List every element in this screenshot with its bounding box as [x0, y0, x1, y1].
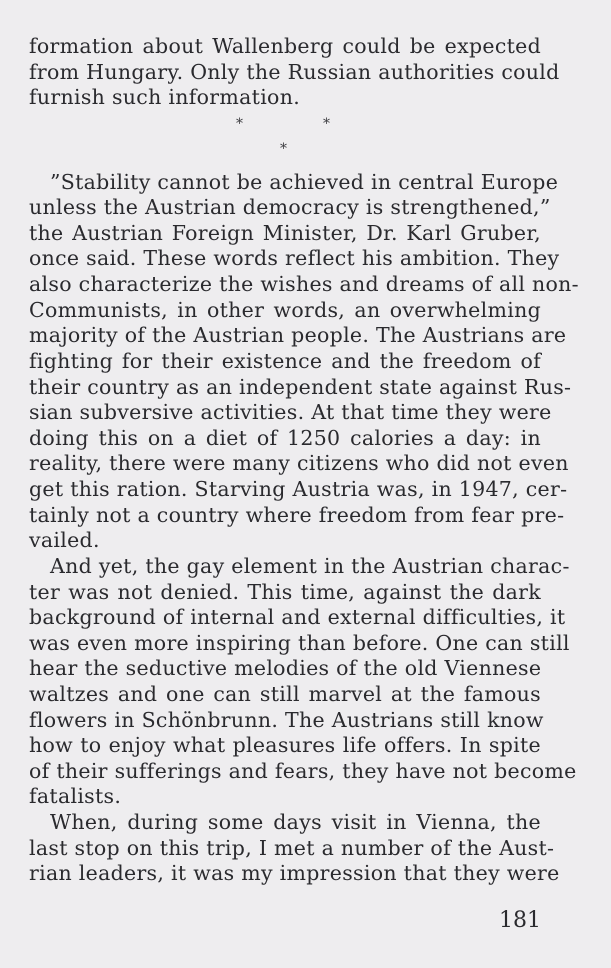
- text-line: background of internal and external difficulties, it: [29, 605, 566, 629]
- text-line: doing this on a diet of 1250 calories a day: in: [29, 426, 541, 450]
- text-line: vailed.: [29, 528, 100, 552]
- text-line: rian leaders, it was my impression that they were: [29, 861, 560, 885]
- text-line: from Hungary. Only the Russian authorities could: [29, 60, 560, 84]
- text-line: how to enjoy what pleasures life offers. In spite: [29, 733, 541, 757]
- text-line: fatalists.: [29, 784, 122, 808]
- text-line: was even more inspiring than before. One can still: [29, 631, 570, 655]
- text-line: the Austrian Foreign Minister, Dr. Karl Gruber,: [29, 221, 541, 245]
- text-line: majority of the Austrian people. The Austrians are: [29, 323, 567, 347]
- text-line: last stop on this trip, I met a number of the Aust-: [29, 836, 555, 860]
- text-line: sian subversive activities. At that time they were: [29, 400, 552, 424]
- text-line: of their sufferings and fears, they have not become: [29, 759, 577, 783]
- text-line: their country as an independent state against Rus-: [29, 375, 572, 399]
- text-line: When, during some days visit in Vienna, the: [50, 810, 541, 834]
- page-number: 181: [499, 908, 541, 933]
- text-line: furnish such information.: [29, 85, 301, 109]
- text-line: tainly not a country where freedom from fear pre-: [29, 503, 565, 527]
- text-line: reality, there were many citizens who did not even: [29, 451, 569, 475]
- text-line: unless the Austrian democracy is strengthened,”: [29, 195, 551, 219]
- text-line: ”Stability cannot be achieved in central Europe: [50, 170, 559, 194]
- asterisk-icon: *: [323, 116, 330, 132]
- text-line: fighting for their existence and the freedom of: [29, 349, 541, 373]
- text-line: waltzes and one can still marvel at the famous: [29, 682, 541, 706]
- text-line: also characterize the wishes and dreams of all non-: [29, 272, 579, 296]
- text-line: Communists, in other words, an overwhelming: [29, 298, 541, 322]
- text-line: ter was not denied. This time, against the dark: [29, 580, 541, 604]
- text-line: flowers in Schönbrunn. The Austrians still know: [29, 708, 544, 732]
- text-line: hear the seductive melodies of the old Viennese: [29, 656, 542, 680]
- text-line: get this ration. Starving Austria was, in 1947, cer-: [29, 477, 568, 501]
- asterisk-icon: *: [236, 116, 243, 132]
- text-line: And yet, the gay element in the Austrian charac-: [50, 554, 570, 578]
- asterisk-icon: *: [280, 141, 287, 157]
- text-line: formation about Wallenberg could be expected: [29, 34, 541, 58]
- text-line: once said. These words reflect his ambition. They: [29, 246, 560, 270]
